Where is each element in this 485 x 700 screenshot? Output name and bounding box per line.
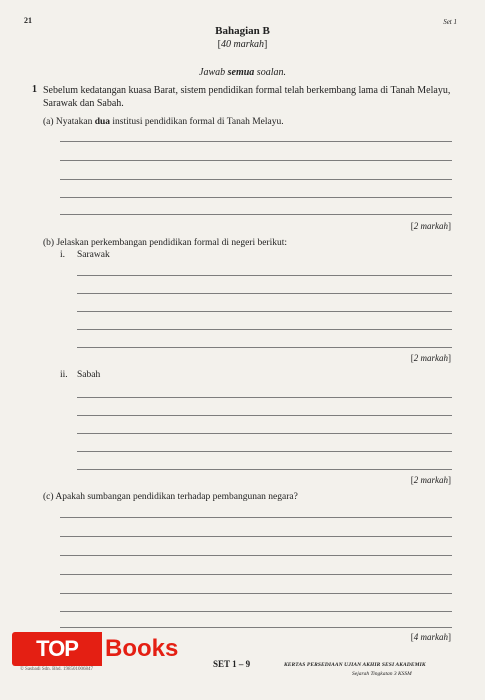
answer-line[interactable] — [77, 469, 452, 470]
part-b-prompt: (b) Jelaskan perkembangan pendidikan formal di negeri berikut: — [43, 238, 288, 248]
part-a-bold: dua — [94, 117, 111, 127]
part-a-marks-text: 2 markah — [413, 221, 448, 231]
part-a-prefix: (a) Nyatakan — [43, 117, 95, 127]
part-c-prompt: (c) Apakah sumbangan pendidikan terhadap pembangunan negara? — [43, 492, 298, 502]
answer-line[interactable] — [60, 517, 452, 518]
answer-line[interactable] — [77, 329, 452, 330]
answer-line[interactable] — [60, 141, 452, 142]
answer-line[interactable] — [77, 347, 452, 348]
section-marks-text: 40 markah — [220, 39, 265, 50]
part-b-ii-text: Sabah — [77, 370, 101, 380]
publisher-note: © Sasbadi Sdn. Bhd. 198501006847 — [20, 667, 93, 672]
page-number: 21 — [24, 16, 32, 25]
answer-line[interactable] — [60, 160, 452, 161]
answer-line[interactable] — [77, 397, 452, 398]
part-b-i-marks: [2 markah] — [410, 353, 451, 363]
part-a-prompt — [43, 117, 284, 127]
answer-line[interactable] — [77, 433, 452, 434]
instruction-prefix: Jawab — [199, 67, 228, 78]
answer-line[interactable] — [60, 197, 452, 198]
footer-set-label: SET 1 – 9 — [213, 659, 251, 669]
answer-line[interactable] — [77, 415, 452, 416]
section-marks: [40 markah] — [217, 39, 268, 50]
part-a-suffix: institusi pendidikan formal di Tanah Melayu. — [110, 117, 284, 127]
part-b-i-marks-text: 2 markah — [413, 353, 448, 363]
logo-books: Books — [105, 635, 179, 662]
answer-line[interactable] — [77, 451, 452, 452]
footer-series-title: KERTAS PERSEDIAAN UJIAN AKHIR SESI AKADEMIK — [284, 662, 426, 668]
answer-line[interactable] — [60, 536, 452, 537]
part-b-i-label: i. — [60, 250, 66, 260]
instruction-suffix: soalan. — [254, 67, 286, 78]
answer-line[interactable] — [77, 293, 452, 294]
answer-line[interactable] — [60, 214, 452, 215]
section-title: Bahagian B — [215, 25, 270, 37]
answer-line[interactable] — [60, 627, 452, 628]
footer-subject: Sejarah Tingkatan 3 KSSM — [352, 671, 412, 677]
answer-line[interactable] — [60, 593, 452, 594]
logo-top: TOP — [12, 632, 102, 666]
answer-line[interactable] — [77, 275, 452, 276]
question-text: Sebelum kedatangan kuasa Barat, sistem pendidikan formal telah berkembang lama di Tanah Melayu, Sarawak dan Sabah. — [43, 85, 451, 109]
instruction-bold: semua — [227, 67, 255, 78]
part-b-ii-marks-text: 2 markah — [413, 475, 448, 485]
part-c-marks: [4 markah] — [410, 632, 451, 642]
question-number: 1 — [32, 84, 37, 95]
answer-line[interactable] — [77, 311, 452, 312]
part-c-marks-text: 4 markah — [413, 632, 448, 642]
set-tag: Set 1 — [443, 18, 457, 26]
part-a-marks: [2 markah] — [410, 221, 451, 231]
part-b-ii-label: ii. — [60, 370, 68, 380]
part-b-i-text: Sarawak — [77, 250, 110, 260]
answer-line[interactable] — [60, 611, 452, 612]
instruction — [0, 67, 485, 78]
answer-line[interactable] — [60, 574, 452, 575]
topbooks-logo — [12, 632, 190, 666]
part-b-ii-marks: [2 markah] — [410, 475, 451, 485]
answer-line[interactable] — [60, 555, 452, 556]
answer-line[interactable] — [60, 179, 452, 180]
